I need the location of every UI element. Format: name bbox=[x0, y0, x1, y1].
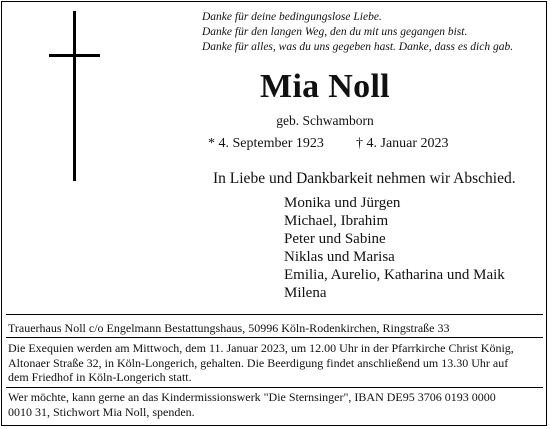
maiden-name: geb. Schwamborn bbox=[276, 113, 374, 128]
mourners-list bbox=[284, 194, 505, 302]
donation-line: Wer möchte, kann gerne an das Kindermissionswerk "Die Sternsinger", IBAN DE95 3706 0193 0000 bbox=[8, 390, 496, 404]
mourner-entry: Peter und Sabine bbox=[284, 231, 386, 247]
service-line: dem Friedhof in Köln-Longerich statt. bbox=[8, 370, 192, 384]
divider bbox=[6, 337, 543, 338]
quote-line: Danke für deine bedingungslose Liebe. bbox=[202, 11, 382, 23]
birth-date: * 4. September 1923 bbox=[208, 136, 324, 151]
donation-line: 0010 31, Stichwort Mia Noll, spenden. bbox=[8, 404, 195, 419]
cross-horizontal-bar bbox=[49, 54, 100, 57]
service-line: Altonaer Straße 32, in Köln-Longerich, gehalten. Die Beerdigung findet anschließend um 13.30 Uhr auf bbox=[8, 355, 509, 370]
mourner-entry: Michael, Ibrahim bbox=[284, 213, 389, 229]
deceased-name: Mia Noll bbox=[260, 68, 390, 105]
farewell-text: In Liebe und Dankbarkeit nehmen wir Abschied. bbox=[213, 170, 516, 187]
quote-line: Danke für alles, was du uns gegeben hast. Danke, dass es dich gab. bbox=[202, 41, 514, 53]
service-line: Die Exequien werden am Mittwoch, dem 11. Januar 2023, um 12.00 Uhr in der Pfarrkirche Christ König, bbox=[8, 341, 514, 355]
funeral-home-address: Trauerhaus Noll c/o Engelmann Bestattungshaus, 50996 Köln-Rodenkirchen, Ringstraße 33 bbox=[8, 321, 450, 335]
death-date: † 4. Januar 2023 bbox=[356, 136, 449, 151]
thanks-quote bbox=[202, 10, 513, 55]
quote-line: Danke für den langen Weg, den du mit uns gegangen bist. bbox=[202, 26, 468, 38]
service-details bbox=[8, 341, 541, 385]
mourner-entry: Milena bbox=[284, 285, 327, 301]
mourner-entry: Niklas und Marisa bbox=[284, 249, 395, 265]
divider bbox=[6, 387, 543, 388]
divider bbox=[6, 314, 543, 315]
mourner-entry: Emilia, Aurelio, Katharina und Maik bbox=[284, 267, 505, 283]
mourner-entry: Monika und Jürgen bbox=[284, 195, 401, 211]
donation-note bbox=[8, 390, 541, 419]
